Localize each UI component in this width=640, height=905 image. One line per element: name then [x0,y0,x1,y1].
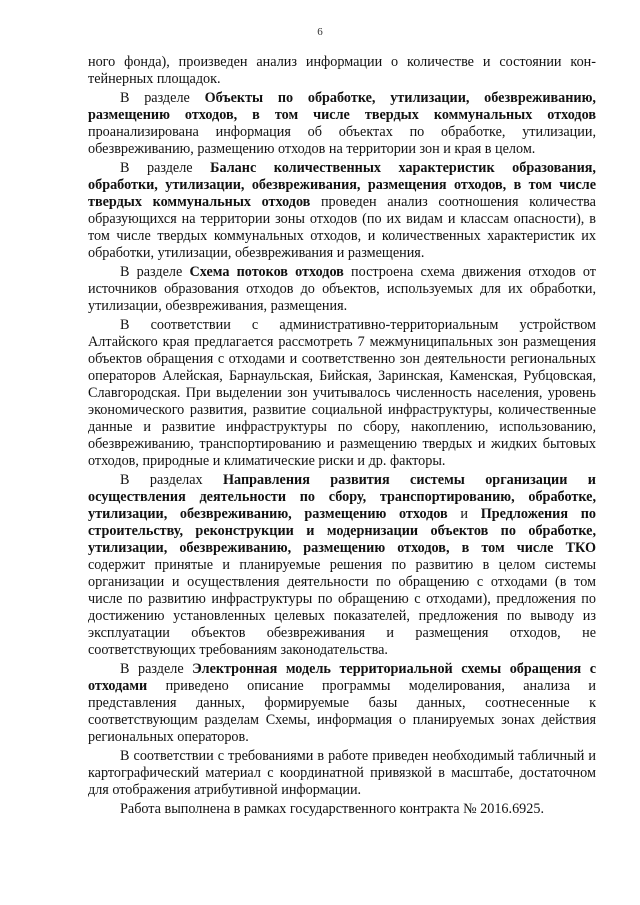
bold-text-run: Направления развития системы организации и осуществления деятельности по сбору, транспортированию, обработке, утилизации, обезвреживанию, размещению отходов [88,472,596,522]
text-run: проанализирована информация об объектах по обработке, утилизации, обезвреживанию, размещению отходов на территории зон и края в целом. [88,124,596,157]
bold-text-run: Электронная модель территориальной схемы обращения с отходами [88,661,596,694]
text-run: В соответствии с административно-территориальным устройством Алтайского края предлагается рассмотреть 7 межмуниципальных зон размещения объектов обращения с отходами и соответственно зон деятельности региональных операторов Алейская, Барнаульская, Бийская, Заринская, Каменская, Рубцовская, Славгородская. При выделении зон учитывалось численность населения, уровень экономического развития, развитие социальной инфраструктуры, количественные данные и развитие инфраструктуры по сбору, накоплению, использованию, обезвреживанию, транспортированию и размещению твердых и жидких бытовых отходов, природные и климатические риски и др. факторы. [88,317,596,469]
bold-text-run: Схема потоков отходов [189,264,344,280]
page-number: 6 [317,26,323,38]
bold-text-run: Предложения по строительству, реконструкции и модернизации объектов по обработке, утилизации, обезвреживанию, размещению отходов, в том числе ТКО [88,506,596,556]
paragraph [88,264,596,315]
bold-text-run: Объекты по обработке, утилизации, обезвреживанию, размещению отходов, в том числе твердых коммунальных отходов [88,90,596,123]
paragraph [88,472,596,659]
text-run: В разделе [120,160,211,176]
bold-text-run: Баланс количественных характеристик образования, обработки, утилизации, обезвреживания, размещения отходов, в том числе твердых коммунальных отходов [88,160,596,210]
text-run: В разделах [120,472,224,488]
paragraph [88,317,596,470]
text-run: В разделе [120,661,193,677]
text-run: Работа выполнена в рамках государственного контракта № 2016.6925. [120,801,544,817]
text-run: приведено описание программы моделирования, анализа и представления данных, формируемые базы данных, соотнесенные к соответствующим разделам Схемы, информация о планируемых зонах действия региональных операторов. [88,678,596,745]
paragraph [88,661,596,746]
text-run: проведен анализ соотношения количества образующихся на территории зоны отходов (по их видам и классам опасности), в том числе твердых коммунальных отходов, и количественных характеристик их обработки, утилизации, обезвреживания и размещения. [88,194,596,261]
document-body [88,54,596,820]
paragraph [88,90,596,158]
text-run: В разделе [120,264,190,280]
paragraph [88,801,596,818]
text-run: ного фонда), произведен анализ информации о количестве и состоянии кон-тейнерных площадок. [88,54,596,87]
text-run: и [447,506,481,522]
text-run: В разделе [120,90,205,106]
paragraph [88,748,596,799]
text-run: В соответствии с требованиями в работе приведен необходимый табличный и картографический материал с координатной привязкой в масштабе, достаточном для отображения атрибутивной информации. [88,748,596,798]
paragraph [88,160,596,262]
text-run: построена схема движения отходов от источников образования отходов до объектов, используемых для их обработки, утилизации, обезвреживания, размещения. [88,264,596,314]
text-run: содержит принятые и планируемые решения по развитию в целом системы организации и осуществления деятельности по обращению с отходами (в том числе по развитию инфраструктуры по обращению с отходами), предложения по достижению установленных целевых показателей, предложения по выводу из эксплуатации объектов обезвреживания и размещения отходов, не соответствующих требованиям законодательства. [88,557,596,658]
paragraph [88,54,596,88]
